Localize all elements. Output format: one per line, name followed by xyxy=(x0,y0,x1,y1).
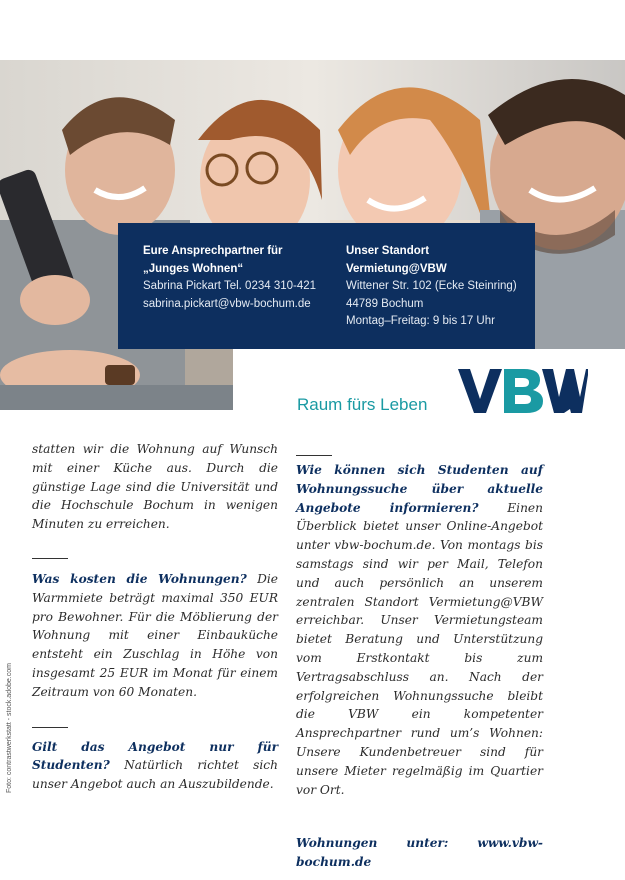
brand-slogan: Raum fürs Leben xyxy=(297,395,428,414)
location-city: 44789 Bochum xyxy=(346,297,424,310)
article-column-right xyxy=(296,440,543,872)
faq-cost-answer: Die Warmmiete beträgt maximal 350 EUR pro Bewohner. Für die Möblierung der Wohnung mit einer Einbauküche entsteht ein Zuschlag in Höhe von insgesamt 25 EUR im Monat für einem Zeitraum von 60 Monaten. xyxy=(32,571,278,699)
contact-person xyxy=(143,243,333,313)
contact-person-email[interactable]: sabrina.pickart@vbw-bochum.de xyxy=(143,297,311,310)
location-street: Wittener Str. 102 (Ecke Steinring) xyxy=(346,280,517,292)
faq-cost-question: Was kosten die Wohnungen? xyxy=(32,571,247,586)
contact-location xyxy=(346,243,531,331)
faq-search-answer: Einen Überblick bietet unser Online-Angebot unter vbw-bochum.de. Von montags bis samstags sind wir per Mail, Telefon und auch persönlich an unserem zentralen Standort Vermietung@VBW erreichbar. Unser Vermietungsteam bietet Beratung und Unterstützung vom Erstkontakt bis zum Vertragsabschluss an. Nach der erfolgreichen Wohnungssuche bleibt die VBW ein kompetenter Ansprechpartner rund um’s Wohnen: Unsere Kundenbetreuer sind für unsere Mieter regelmäßig im Quartier vor Ort. xyxy=(296,500,543,797)
article-column-left xyxy=(32,440,278,794)
intro-paragraph: statten wir die Wohnung auf Wunsch mit einer Küche aus. Durch die günstige Lage sind die Universität und die Hochschule Bochum in wenigen Minuten zu erreichen. xyxy=(32,442,278,532)
contact-person-subtitle: „Junges Wohnen“ xyxy=(143,262,244,275)
photo-credit: Foto: contrastwerkstatt - stock.adobe.com xyxy=(6,663,13,793)
faq-students xyxy=(32,738,278,794)
faq-search-question: Wie können sich Studenten auf Wohnungssuche über aktuelle Angebote informieren? xyxy=(296,463,543,515)
contact-person-title: Eure Ansprechpartner für xyxy=(143,245,283,257)
vbw-logo xyxy=(458,369,588,413)
location-hours: Montag–Freitag: 9 bis 17 Uhr xyxy=(346,315,495,327)
faq-search xyxy=(296,461,543,799)
location-name: Vermietung@VBW xyxy=(346,262,447,275)
faq-students-question: Gilt das Angebot nur für Studenten? xyxy=(32,739,278,773)
faq-students-answer: Natürlich richtet sich unser Angebot auch an Auszubildende. xyxy=(32,758,278,792)
location-title: Unser Standort xyxy=(346,245,430,257)
website-link[interactable]: Wohnungen unter: www.vbw-bochum.de xyxy=(296,836,543,870)
contact-person-phone: Sabrina Pickart Tel. 0234 310-421 xyxy=(143,280,317,292)
contact-box xyxy=(118,223,535,349)
faq-cost xyxy=(32,570,278,702)
